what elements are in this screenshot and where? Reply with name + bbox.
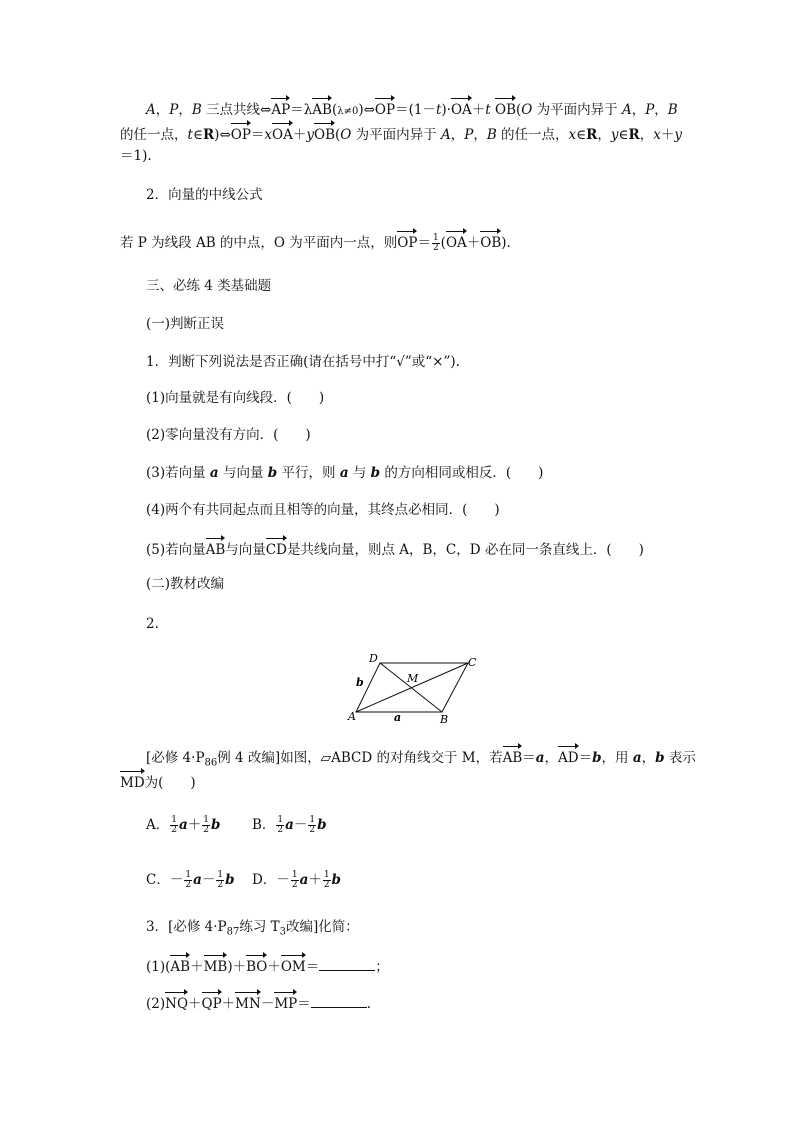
answer-blank-1[interactable] <box>319 958 375 971</box>
option-d[interactable]: D．－ $\frac{1}{2}$ a＋ $\frac{1}{2}$ b <box>252 870 341 890</box>
question-1-item-2: (2)零向量没有方向．( ) <box>146 427 311 443</box>
question-1: 1．判断下列说法是否正确(请在括号中打“√”或“×”). <box>146 354 460 370</box>
question-2-stem-1: [必修 $4\cdot P_{86}$例 4 改编]如图，▱ABCD 的对角线交于 M，若AB＝a，AD＝b，用 a，b 表示 <box>146 745 696 774</box>
answer-blank-2[interactable] <box>311 995 367 1008</box>
question-1-item-3: (3)若向量 a 与向量 b 平行，则 a 与 b 的方向相同或相反．( ) <box>146 465 544 481</box>
side-a-label: a <box>394 711 402 724</box>
subsection-judge: (一)判断正误 <box>146 316 225 332</box>
vertex-b-label: B <box>440 713 449 726</box>
question-2-number: 2. <box>146 616 159 632</box>
question-1-item-1: (1)向量就是有向线段．( ) <box>146 390 325 406</box>
question-1-item-4: (4)两个有共同起点而且相等的向量，其终点必相同．( ) <box>146 502 500 518</box>
question-3: 3．[必修 $4\cdot P_{87}$练习 $T_3$改编]化简： <box>146 919 359 938</box>
collinear-line-2: 的任一点，t∈R)⇔OP＝xOA＋yOB(O 为平面内异于 A，P，B 的任一点，x∈R，y∈R，x＋y <box>120 122 682 145</box>
option-b[interactable]: B． $\frac{1}{2}$ a－ $\frac{1}{2}$ b <box>252 815 327 835</box>
option-c[interactable]: C．－ $\frac{1}{2}$ a－ $\frac{1}{2}$ b <box>146 870 235 890</box>
parallelogram-figure <box>340 650 490 728</box>
section-heading-2: 2．向量的中线公式 <box>146 187 263 203</box>
vertex-d-label: D <box>369 652 378 665</box>
section-heading-3: 三、必练 4 类基础题 <box>146 278 272 294</box>
option-a[interactable]: A． $\frac{1}{2}$ a＋ $\frac{1}{2}$ b <box>146 815 221 835</box>
point-m-label: M <box>407 672 419 685</box>
collinear-line-1: A，P，B 三点共线⇔AP＝λAB(λ≠0)⇔OP＝(1－t)·OA＋t OB(O 为平面内异于 A，P，B <box>146 97 678 122</box>
vertex-a-label: A <box>348 710 356 723</box>
midpoint-formula: 若 P 为线段 AB 的中点，O 为平面内一点，则OP＝ $\frac{1}{2}$ (OA＋OB). <box>120 230 511 253</box>
question-2-stem-2: MD为( ) <box>120 770 196 793</box>
question-3-item-2: (2)NQ＋QP＋MN－MP＝ . <box>146 991 371 1014</box>
question-3-item-1: (1)(AB＋MB)＋BO＋OM＝ ； <box>146 954 389 977</box>
question-1-item-5: (5)若向量AB与向量CD是共线向量，则点 A，B，C，D 必在同一条直线上．( ) <box>146 537 644 560</box>
subsection-textbook: (二)教材改编 <box>146 576 225 592</box>
collinear-line-3: ＝1). <box>120 148 152 164</box>
vertex-c-label: C <box>468 656 477 669</box>
side-b-label: b <box>356 676 364 689</box>
